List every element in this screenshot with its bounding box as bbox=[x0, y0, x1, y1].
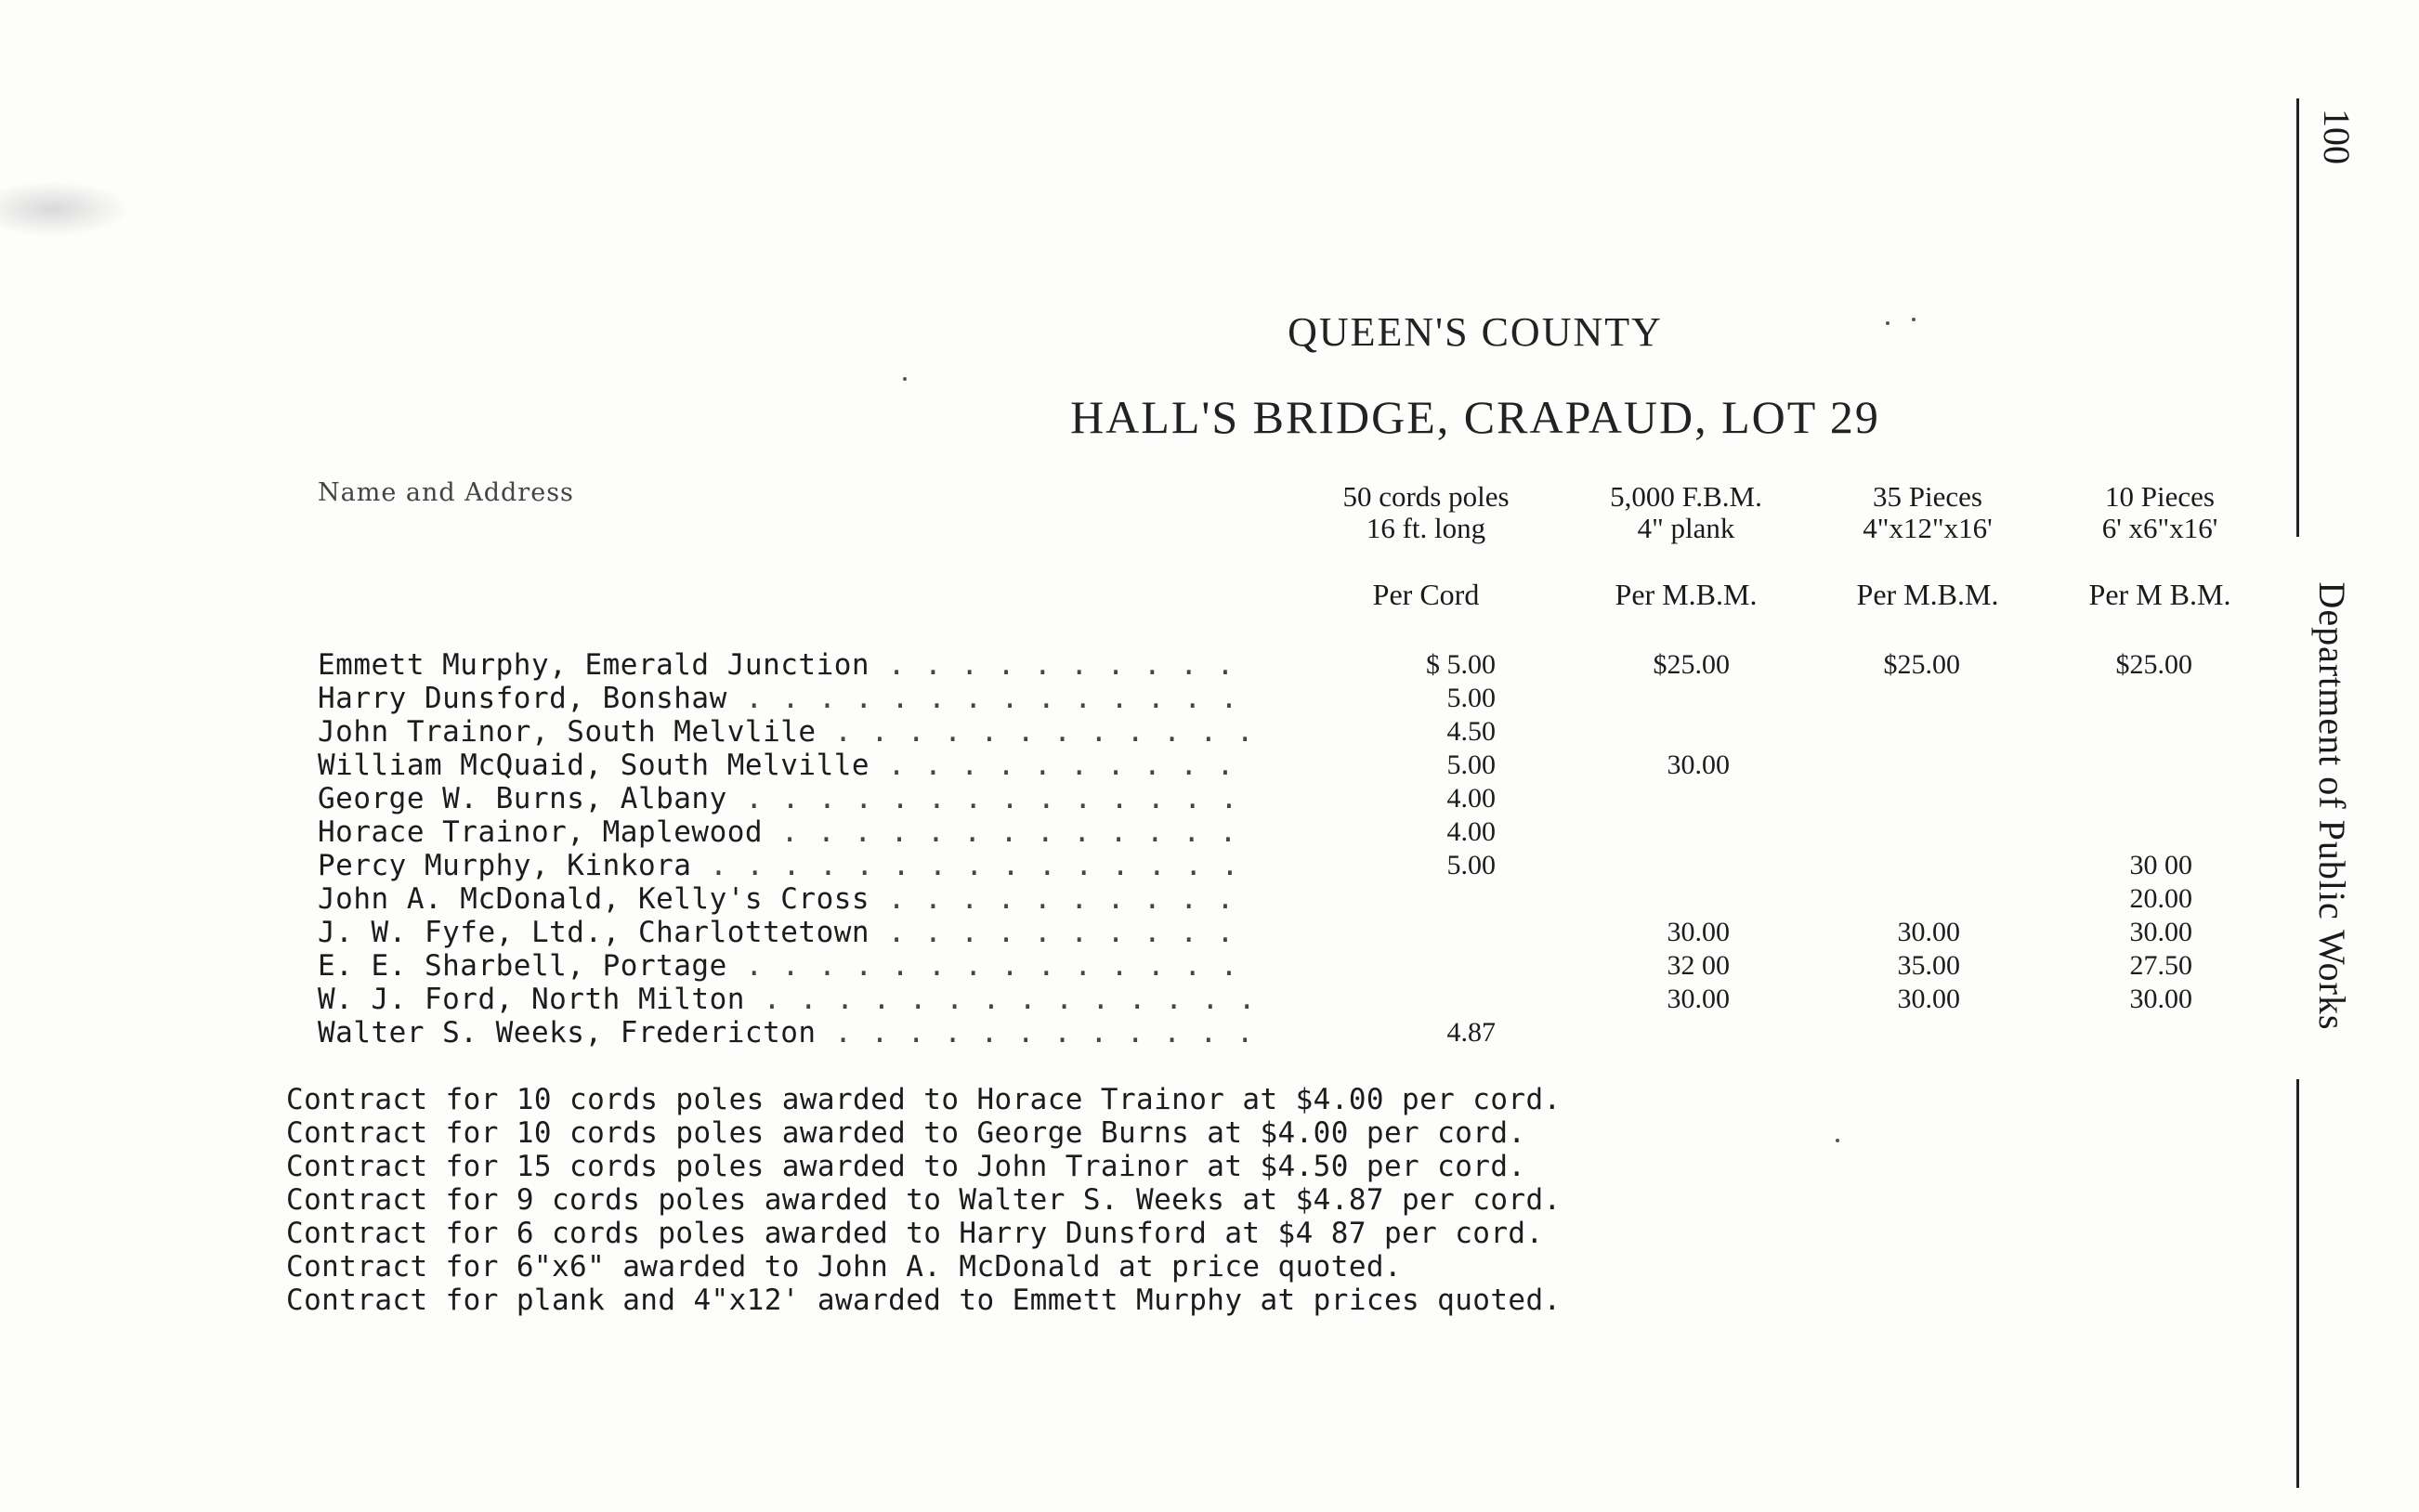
unit-label-4x12: Per M.B.M. bbox=[1856, 578, 1999, 611]
unit-label-6x6: Per M B.M. bbox=[2088, 578, 2231, 611]
contract-line: Contract for 10 cords poles awarded to George Burns at $4.00 per cord. bbox=[286, 1116, 1526, 1150]
tenderer-name: George W. Burns, Albany . . . bbox=[318, 782, 1258, 815]
price-6x6: 30 00 bbox=[2129, 850, 2192, 880]
price-poles: 5.00 bbox=[1446, 749, 1496, 780]
price-plank: 32 00 bbox=[1667, 950, 1730, 981]
contract-line: Contract for 15 cords poles awarded to John Trainor at $4.50 per cord. bbox=[286, 1150, 1526, 1183]
tenderer-name: W. J. Ford, North Milton . . . bbox=[318, 983, 1258, 1016]
table-row bbox=[0, 849, 2419, 882]
price-4x12: $25.00 bbox=[1883, 649, 1960, 680]
price-4x12: 35.00 bbox=[1897, 950, 1960, 981]
price-plank: 30.00 bbox=[1667, 984, 1730, 1014]
price-4x12: 30.00 bbox=[1897, 917, 1960, 947]
table-row bbox=[0, 1016, 2419, 1049]
table-row bbox=[0, 815, 2419, 849]
table-row bbox=[0, 749, 2419, 782]
county-title: QUEEN'S COUNTY bbox=[1288, 309, 1663, 355]
price-poles: 5.00 bbox=[1446, 683, 1496, 713]
tenderer-name: Harry Dunsford, Bonshaw . . . bbox=[318, 682, 1258, 715]
margin-rule-bottom bbox=[2296, 1079, 2299, 1488]
contract-line: Contract for 10 cords poles awarded to Horace Trainor at $4.00 per cord. bbox=[286, 1083, 1562, 1116]
tenderer-name: John Trainor, South Melvlile . . . bbox=[318, 715, 1258, 749]
tenderer-name: Emmett Murphy, Emerald Junction . . . bbox=[318, 648, 1258, 682]
scan-smudge bbox=[0, 181, 130, 237]
price-poles: 4.50 bbox=[1446, 716, 1496, 747]
price-poles: 4.00 bbox=[1446, 783, 1496, 814]
tenderer-name: Horace Trainor, Maplewood . . . bbox=[318, 815, 1258, 849]
table-row bbox=[0, 949, 2419, 983]
running-head: Department of Public Works bbox=[2311, 581, 2353, 1031]
tenderer-name: Percy Murphy, Kinkora . . . bbox=[318, 849, 1258, 882]
price-6x6: 27.50 bbox=[2129, 950, 2192, 981]
price-plank: $25.00 bbox=[1653, 649, 1730, 680]
price-6x6: $25.00 bbox=[2115, 649, 2192, 680]
table-row bbox=[0, 882, 2419, 916]
table-row bbox=[0, 916, 2419, 949]
price-plank: 30.00 bbox=[1667, 917, 1730, 947]
tenderer-name: J. W. Fyfe, Ltd., Charlottetown . . . bbox=[318, 916, 1258, 949]
column-header-plank bbox=[1570, 481, 1802, 544]
page-number: 100 bbox=[2316, 109, 2358, 164]
price-poles: 5.00 bbox=[1446, 850, 1496, 880]
scan-speck bbox=[903, 377, 907, 381]
column-header-line: 35 Pieces bbox=[1873, 480, 1982, 513]
column-header-poles bbox=[1301, 481, 1551, 544]
price-6x6: 20.00 bbox=[2129, 883, 2192, 914]
column-header-6x6 bbox=[2044, 481, 2276, 544]
column-header-line: 5,000 F.B.M. bbox=[1610, 480, 1762, 513]
column-header-line: 10 Pieces bbox=[2105, 480, 2215, 513]
price-poles: 4.87 bbox=[1446, 1017, 1496, 1048]
contract-line: Contract for plank and 4"x12' awarded to Emmett Murphy at prices quoted. bbox=[286, 1284, 1562, 1317]
tenderer-name: Walter S. Weeks, Fredericton . . . bbox=[318, 1016, 1258, 1049]
tenderer-name: John A. McDonald, Kelly's Cross . . . bbox=[318, 882, 1258, 916]
contract-line: Contract for 6 cords poles awarded to Harry Dunsford at $4 87 per cord. bbox=[286, 1217, 1544, 1250]
price-4x12: 30.00 bbox=[1897, 984, 1960, 1014]
contract-line: Contract for 6"x6" awarded to John A. McDonald at price quoted. bbox=[286, 1250, 1403, 1284]
column-header-line: 50 cords poles bbox=[1342, 480, 1510, 513]
price-plank: 30.00 bbox=[1667, 749, 1730, 780]
unit-label-poles: Per Cord bbox=[1372, 578, 1480, 611]
table-row bbox=[0, 782, 2419, 815]
column-header-4x12 bbox=[1811, 481, 2044, 544]
column-header-line: 16 ft. long bbox=[1366, 512, 1486, 544]
scan-speck bbox=[1836, 1139, 1839, 1142]
bridge-title: HALL'S BRIDGE, CRAPAUD, LOT 29 bbox=[1070, 391, 1880, 443]
tenderer-name: E. E. Sharbell, Portage . . . bbox=[318, 949, 1258, 983]
price-poles: $ 5.00 bbox=[1426, 649, 1496, 680]
column-header-line: 4"x12"x16' bbox=[1863, 512, 1993, 544]
table-row bbox=[0, 983, 2419, 1016]
price-poles: 4.00 bbox=[1446, 816, 1496, 847]
name-column-header: Name and Address bbox=[318, 478, 574, 507]
price-6x6: 30.00 bbox=[2129, 984, 2192, 1014]
tenderer-name: William McQuaid, South Melville . . . bbox=[318, 749, 1258, 782]
table-row bbox=[0, 648, 2419, 682]
table-row bbox=[0, 682, 2419, 715]
column-header-line: 6' x6"x16' bbox=[2101, 512, 2218, 544]
table-row bbox=[0, 715, 2419, 749]
unit-label-plank: Per M.B.M. bbox=[1615, 578, 1758, 611]
column-header-line: 4" plank bbox=[1637, 512, 1735, 544]
price-6x6: 30.00 bbox=[2129, 917, 2192, 947]
contract-line: Contract for 9 cords poles awarded to Walter S. Weeks at $4.87 per cord. bbox=[286, 1183, 1562, 1217]
